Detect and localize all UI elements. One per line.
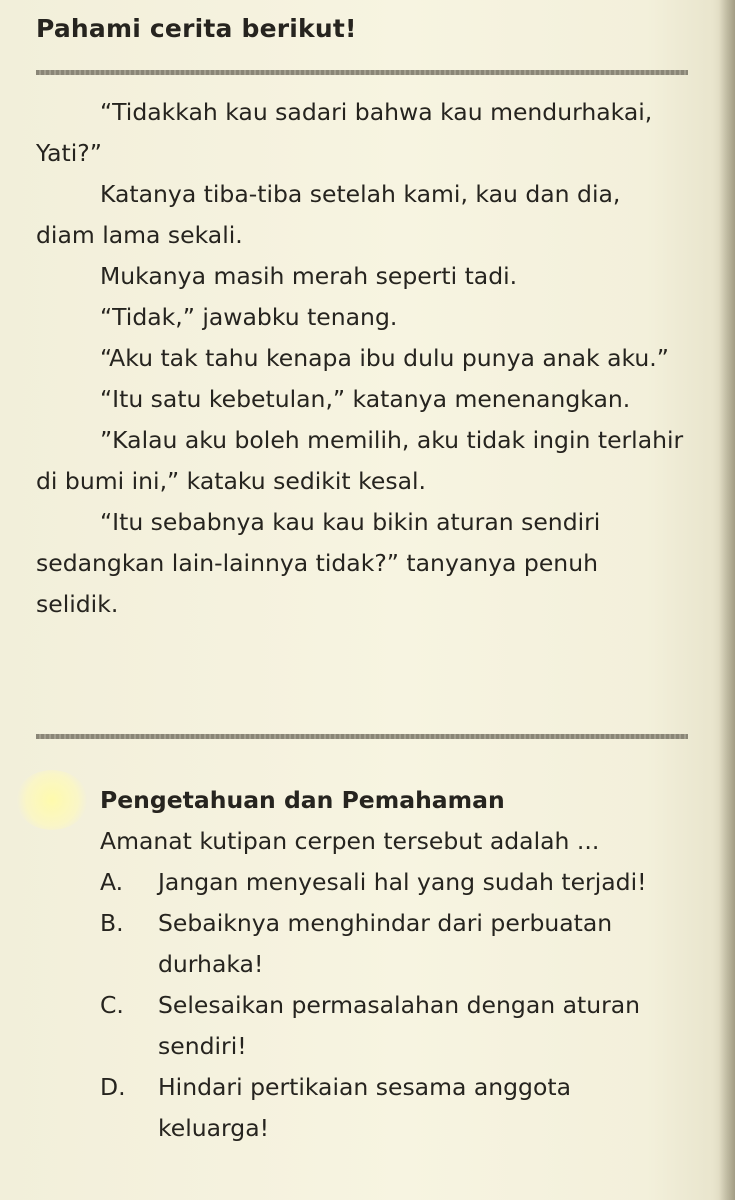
- page-heading: Pahami cerita berikut!: [36, 14, 357, 43]
- top-divider: [36, 70, 688, 75]
- option-letter: C.: [100, 991, 124, 1019]
- option-text: Selesaikan permasalahan dengan aturan sendiri!: [158, 991, 641, 1060]
- highlighter-mark: [16, 770, 88, 830]
- answer-option-c[interactable]: [100, 985, 680, 1067]
- story-paragraph: “Itu sebabnya kau kau bikin aturan sendiri sedangkan lain-lainnya tidak?” tanyanya penuh selidik.: [36, 508, 601, 618]
- option-letter: B.: [100, 909, 124, 937]
- story-paragraph: “Aku tak tahu kenapa ibu dulu punya anak aku.”: [100, 344, 669, 372]
- story-paragraph: “Tidakkah kau sadari bahwa kau mendurhakai, Yati?”: [36, 98, 653, 167]
- answer-option-b[interactable]: [100, 903, 680, 985]
- question-prompt: Amanat kutipan cerpen tersebut adalah ...: [100, 827, 600, 855]
- story-paragraph: “Tidak,” jawabku tenang.: [100, 303, 398, 331]
- story-paragraph: “Itu satu kebetulan,” katanya menenangkan.: [100, 385, 631, 413]
- option-letter: A.: [100, 868, 124, 896]
- story-excerpt: [36, 92, 686, 625]
- option-letter: D.: [100, 1073, 126, 1101]
- story-paragraph: ”Kalau aku boleh memilih, aku tidak ingin terlahir di bumi ini,” kataku sedikit kesal.: [36, 426, 684, 495]
- answer-option-d[interactable]: [100, 1067, 680, 1149]
- question-block: [100, 780, 680, 1149]
- section-title: Pengetahuan dan Pemahaman: [100, 786, 505, 814]
- option-text: Hindari pertikaian sesama anggota keluarga!: [158, 1073, 571, 1142]
- answer-option-a[interactable]: [100, 862, 680, 903]
- page-binding-shadow: [719, 0, 735, 1200]
- story-paragraph: Mukanya masih merah seperti tadi.: [100, 262, 518, 290]
- story-paragraph: Katanya tiba-tiba setelah kami, kau dan dia, diam lama sekali.: [36, 180, 621, 249]
- bottom-divider: [36, 734, 688, 739]
- option-text: Jangan menyesali hal yang sudah terjadi!: [158, 868, 647, 896]
- option-text: Sebaiknya menghindar dari perbuatan durhaka!: [158, 909, 613, 978]
